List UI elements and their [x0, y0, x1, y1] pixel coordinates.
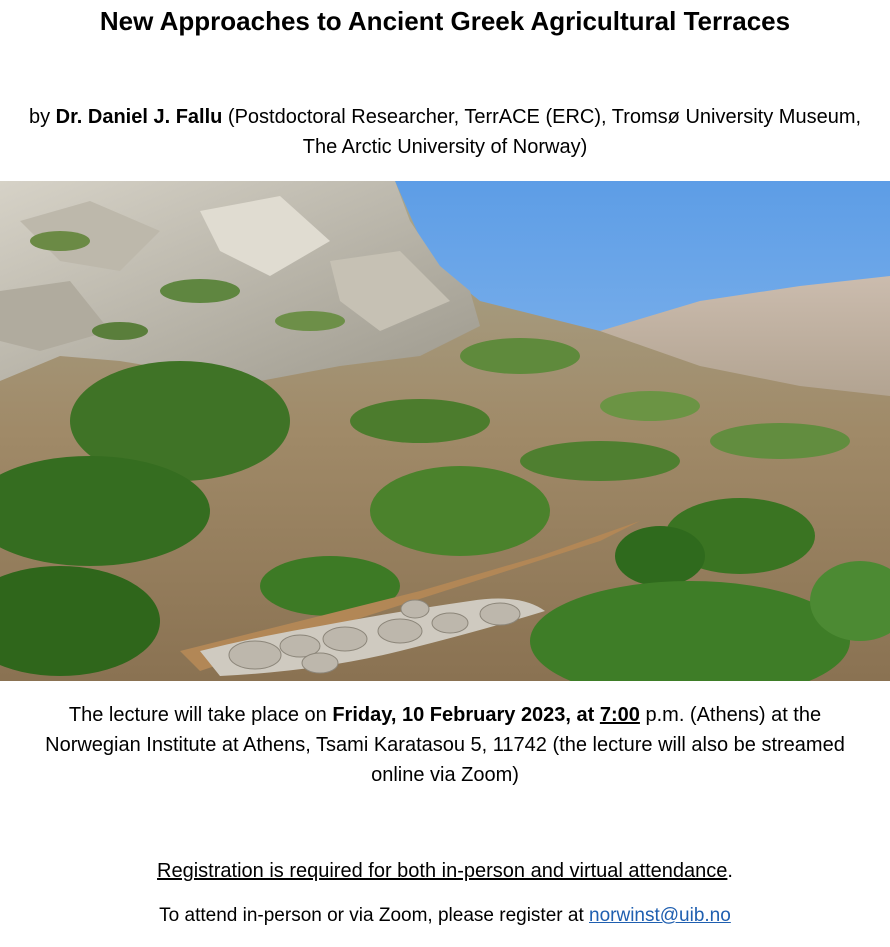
- lecture-details: [0, 700, 890, 790]
- lecture-date: Friday, 10 February 2023, at: [332, 704, 600, 726]
- registration-period: .: [727, 860, 733, 882]
- byline-prefix: by: [28, 106, 56, 128]
- lecture-venue-cont: online via Zoom): [371, 764, 519, 786]
- register-email-link[interactable]: norwinst@uib.no: [589, 905, 731, 926]
- details-time-zone: p.m. (Athens) at the: [639, 704, 822, 726]
- landscape-photo: [0, 181, 890, 681]
- lecture-time: 7:00: [599, 704, 640, 726]
- details-intro: The lecture will take place on: [68, 704, 333, 726]
- page-title: New Approaches to Ancient Greek Agricultural Terraces: [99, 6, 791, 36]
- byline: [0, 102, 890, 162]
- speaker-affiliation-cont: The Arctic University of Norway): [302, 136, 588, 158]
- registration-text: Registration is required for both in-person and virtual attendance: [157, 860, 728, 882]
- attend-text: To attend in-person or via Zoom, please register at: [159, 905, 590, 926]
- registration-notice: [0, 856, 890, 886]
- speaker-name: Dr. Daniel J. Fallu: [55, 106, 223, 128]
- lecture-venue: Norwegian Institute at Athens, Tsami Karatasou 5, 11742 (the lecture will also be streamed: [45, 734, 845, 756]
- attend-instructions: [0, 902, 890, 930]
- speaker-affiliation: (Postdoctoral Researcher, TerrACE (ERC), Tromsø University Museum,: [222, 106, 862, 128]
